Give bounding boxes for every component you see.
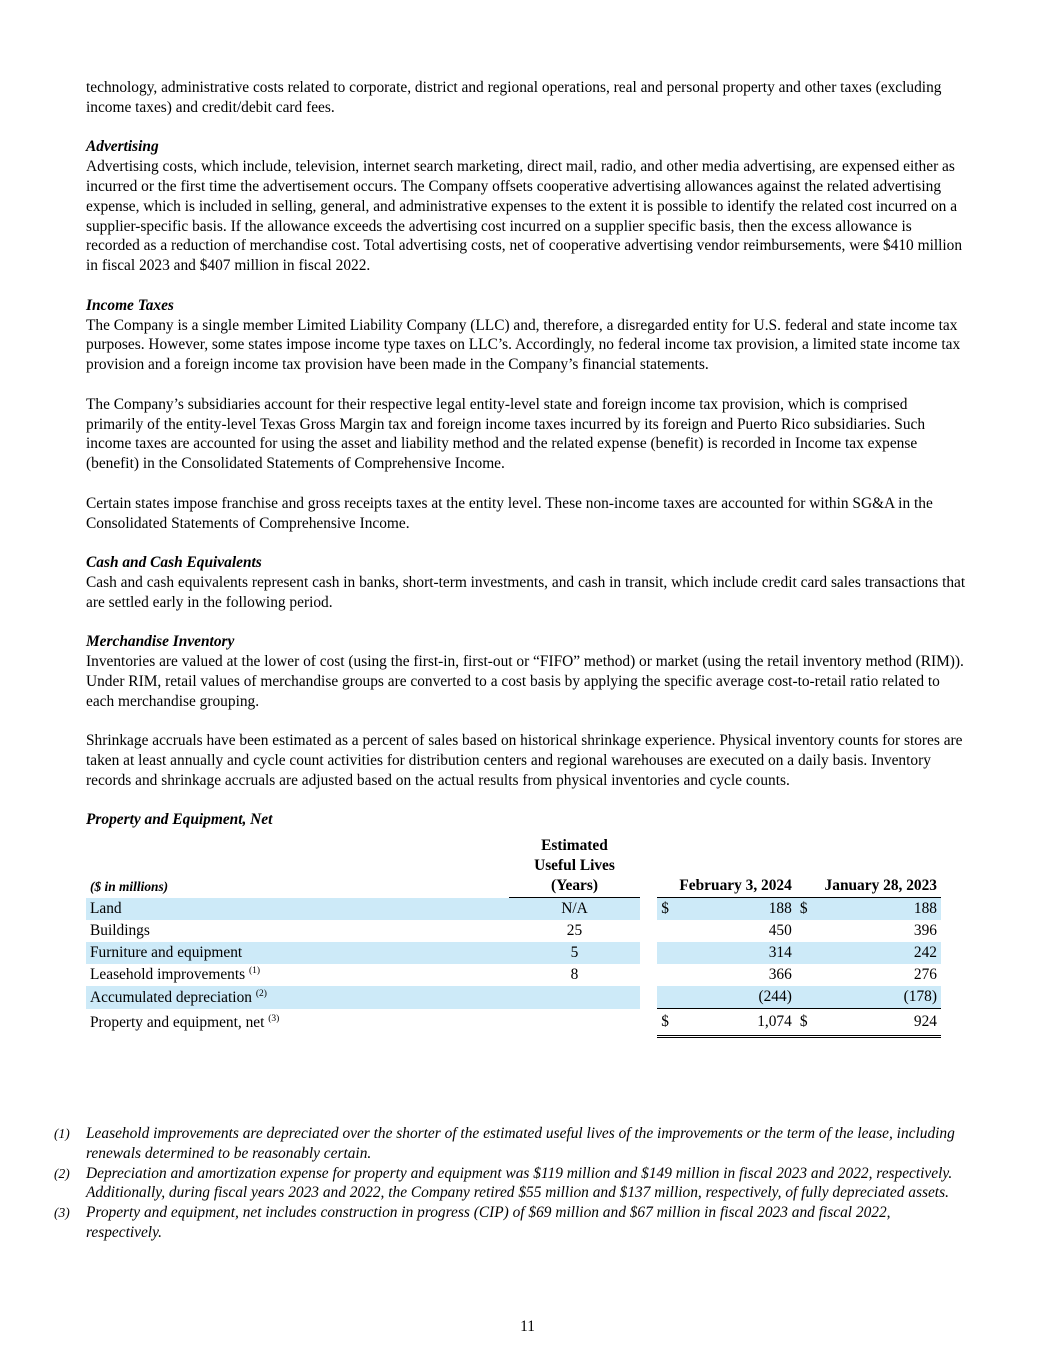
row-label: Property and equipment, net [90,1013,265,1031]
row-value-2023: 924 [818,1009,941,1037]
currency-symbol: $ [657,1009,679,1037]
row-value-2023: 188 [818,898,941,921]
row-label: Leasehold improvements [90,966,246,984]
table-row [86,920,941,942]
row-value-2024: 450 [768,922,792,940]
advertising-section [86,137,968,276]
footnote-ref: (3) [268,1013,280,1024]
row-value-2024: 366 [768,966,792,984]
footnotes [54,1124,969,1243]
row-value-2024: 314 [679,942,796,964]
inventory-paragraph-2: Shrinkage accruals have been estimated as a percent of sales based on historical shrinkage experience. Physical inventory counts for stores are taken at least annually and cycle count activities for distribution centers and regional warehouses are executed on a daily basis. Inventory records and shrinkage accruals are adjusted based on the actual results from physical inventories and cycle counts. [86,732,963,789]
inventory-section [86,632,968,711]
inventory-heading: Merchandise Inventory [86,633,235,651]
row-life: 25 [566,922,583,940]
table-row [86,942,941,964]
income-taxes-paragraph-2: The Company’s subsidiaries account for their respective legal entity-level state and foreign income tax provision, which is comprised primarily of the entity-level Texas Gross Margin tax and foreign income taxes incurred by its foreign and Puerto Rico subsidiaries. Such income taxes are accounted for using the asset and liability method and the related expense (benefit) is recorded in Income tax expense (benefit) in the Consolidated Statements of Comprehensive Income. [86,395,926,473]
table-row [86,898,941,921]
footnote-ref: (1) [249,966,261,977]
row-label: Accumulated depreciation [90,988,252,1006]
advertising-paragraph: Advertising costs, which include, television, internet search marketing, direct mail, radio, and other media advertising, are expensed either as incurred or the first time the advertisement occurs. The Company offsets cooperative advertising allowances against the related advertising expense, which is included in selling, general, and administrative expenses to the extent it is possible to identify the related cost incurred on a supplier-specific basis. If the allowance exceeds the advertising cost incurred on a supplier specific basis, then the excess allowance is recorded as a reduction of merchandise cost. Total advertising costs, net of cooperative advertising vendor reimbursements, were $410 million in fiscal 2023 and $407 million in fiscal 2022. [86,158,963,275]
row-life [509,986,640,1009]
footnote-text: Depreciation and amortization expense for property and equipment was $119 million and $149 million in fiscal 2023 and 2022, respectively. Additionally, during fiscal years 2023 and 2022, the Company retired $55 million and $137 million, respectively, of fully depreciated assets. [86,1164,953,1202]
row-life: N/A [509,898,640,921]
footnote [54,1124,969,1164]
row-value-2024: 188 [679,898,796,921]
row-life [509,1009,640,1037]
income-taxes-paragraph-1: The Company is a single member Limited Liability Company (LLC) and, therefore, a disregarded entity for U.S. federal and state income tax purposes. However, some states impose income type taxes on LLC’s. Accordingly, no federal income tax provision, a limited state income tax provision and a foreign income tax provision have been made in the Company’s financial statements. [86,316,961,374]
footnote-ref: (2) [255,988,267,999]
table-row [86,986,941,1009]
footnote [54,1164,969,1204]
inventory-paragraph-1: Inventories are valued at the lower of cost (using the first-in, first-out or “FIFO” method) or market (using the retail inventory method (RIM)). Under RIM, retail values of merchandise groups are converted to a cost basis by applying the specific average cost-to-retail ratio related to each merchandise grouping. [86,653,964,710]
row-value-2023: (178) [818,986,941,1009]
jan-2023-header: January 28, 2023 [796,835,941,898]
currency-symbol: $ [796,898,818,921]
footnote-number: (2) [54,1165,70,1181]
row-label-cell [86,964,509,986]
property-heading: Property and Equipment, Net [86,811,273,829]
footnote-number: (3) [54,1205,70,1221]
unit-label: ($ in millions) [90,878,169,894]
table-row [86,964,941,986]
page-number: 11 [520,1318,535,1335]
income-taxes-section [86,296,968,375]
useful-lives-header-line-1: Estimated [541,837,608,855]
row-value-2023: 396 [913,922,937,940]
row-label: Land [86,898,509,921]
document-body [86,78,968,1038]
row-value-2024: 1,074 [679,1009,796,1037]
row-life: 8 [570,966,579,984]
cash-section [86,553,968,612]
cash-heading: Cash and Cash Equivalents [86,554,262,572]
row-label-cell [86,986,509,1009]
row-label-cell [86,1009,509,1037]
advertising-heading: Advertising [86,138,159,156]
table-total-row [86,1009,941,1037]
currency-symbol: $ [796,1009,818,1037]
footnote-number: (1) [54,1126,70,1141]
property-equipment-table [86,835,941,1038]
row-value-2023: 242 [818,942,941,964]
cash-paragraph: Cash and cash equivalents represent cash in banks, short-term investments, and cash in transit, which include credit card sales transactions that are settled early in the following period. [86,573,966,611]
income-taxes-heading: Income Taxes [86,296,174,314]
footnote [54,1203,969,1243]
row-life: 5 [509,942,640,964]
row-label: Furniture and equipment [86,942,509,964]
useful-lives-header-line-3: (Years) [550,877,598,895]
row-label: Buildings [90,922,150,940]
footnote-text: Leasehold improvements are depreciated over the shorter of the estimated useful lives of the improvements or the term of the lease, including renewals determined to be reasonably certain. [86,1125,955,1162]
useful-lives-header [509,835,640,898]
feb-2024-header: February 3, 2024 [657,835,796,898]
row-value-2023: 276 [913,966,937,984]
useful-lives-header-line-2: Useful Lives [534,857,615,875]
table-header-row [86,835,941,898]
row-value-2024: (244) [679,986,796,1009]
currency-symbol: $ [657,898,679,921]
income-taxes-paragraph-3: Certain states impose franchise and gross receipts taxes at the entity level. These non-income taxes are accounted for within SG&A in the Consolidated Statements of Comprehensive Income. [86,494,933,532]
footnote-text: Property and equipment, net includes construction in progress (CIP) of $69 million and $67 million in fiscal 2023 and fiscal 2022, respectively. [86,1204,891,1241]
intro-paragraph: technology, administrative costs related to corporate, district and regional operations, real and personal property and other taxes (excluding income taxes) and credit/debit card fees. [86,79,942,116]
